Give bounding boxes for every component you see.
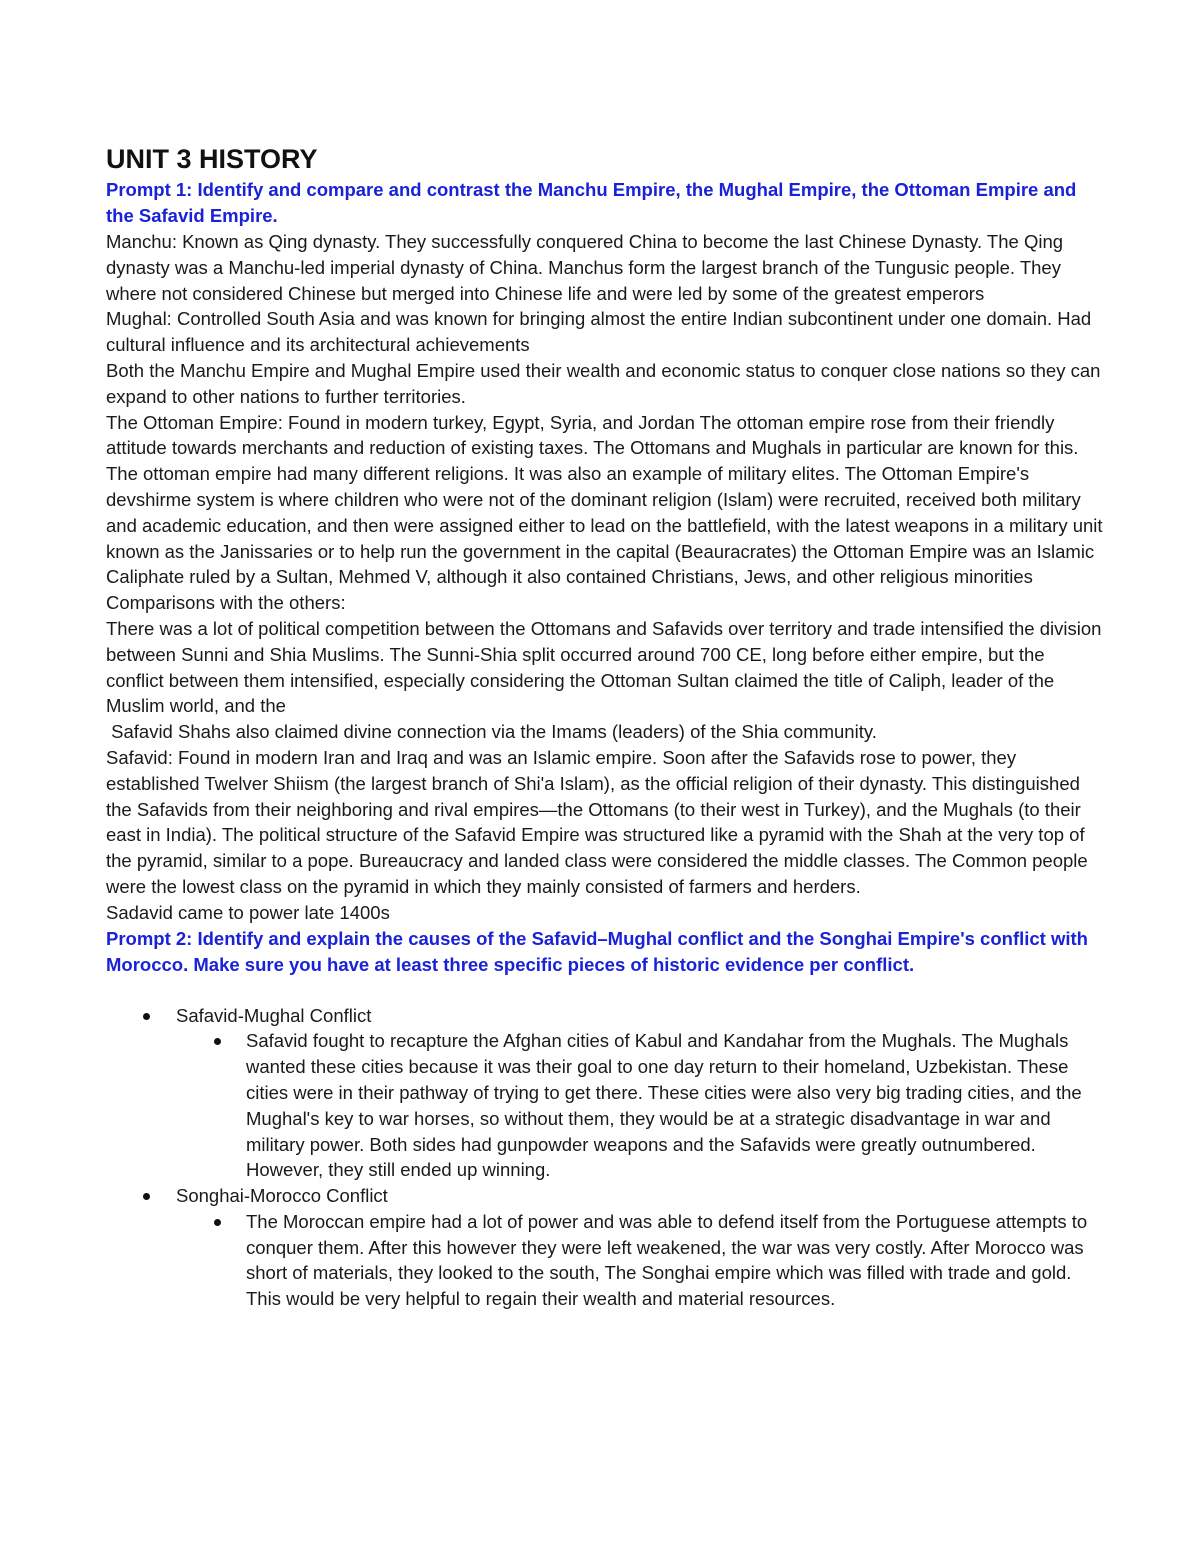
safavid-shahs-paragraph: Safavid Shahs also claimed divine connection via the Imams (leaders) of the Shia community. [106, 721, 877, 743]
bullet-icon [143, 1193, 150, 1200]
sub-list-item-text: Safavid fought to recapture the Afghan cities of Kabul and Kandahar from the Mughals. The Mughals wanted these cities because it was their goal to one day return to their homeland, Uzbekistan. These cities were in their pathway of trying to get there. These cities were also very big trading cities, and the Mughal's key to war horses, so without them, they would be at a strategic disadvantage in war and military power. Both sides had gunpowder weapons and the Safavids were greatly outnumbered. However, they still ended up winning. [246, 1030, 1082, 1181]
bullet-icon [143, 1013, 150, 1020]
list-item-label: Songhai-Morocco Conflict [176, 1185, 388, 1207]
sub-list-item [176, 1209, 1106, 1312]
list-item [106, 1003, 1106, 1184]
sub-list-item [176, 1028, 1106, 1183]
list-item-label: Safavid-Mughal Conflict [176, 1004, 372, 1026]
prompt-2-heading: Prompt 2: Identify and explain the causes of the Safavid–Mughal conflict and the Songhai Empire's conflict with Morocco. Make sure you have at least three specific pieces of historic evidence per conflict. [106, 927, 1088, 975]
comparisons-paragraph: There was a lot of political competition between the Ottomans and Safavids over territory and trade intensified the division between Sunni and Shia Muslims. The Sunni-Shia split occurred around 700 CE, long before either empire, but the conflict between them intensified, especially considering the Ottoman Sultan claimed the title of Caliph, leader of the Muslim world, and the [106, 617, 1102, 717]
paragraph-spacer [106, 978, 1106, 1003]
sub-list [176, 1209, 1106, 1312]
mughal-paragraph: Mughal: Controlled South Asia and was known for bringing almost the entire Indian subcontinent under one domain. Had cultural influence and its architectural achievements [106, 308, 1092, 356]
document-title: UNIT 3 HISTORY [106, 144, 318, 174]
sub-list [176, 1028, 1106, 1183]
bullet-icon [214, 1219, 221, 1226]
safavid-paragraph: Safavid: Found in modern Iran and Iraq and was an Islamic empire. Soon after the Safavids rose to power, they established Twelver Shiism (the largest branch of Shi'a Islam), as the official religion of their dynasty. This distinguished the Safavids from their neighboring and rival empires—the Ottomans (to their west in Turkey), and the Mughals (to their east in India). The political structure of the Safavid Empire was structured like a pyramid with the Shah at the very top of the pyramid, similar to a pope. Bureaucracy and landed class were considered the middle classes. The Common people were the lowest class on the pyramid in which they mainly consisted of farmers and herders. [106, 746, 1088, 897]
document-page [106, 143, 1106, 1312]
manchu-paragraph: Manchu: Known as Qing dynasty. They successfully conquered China to become the last Chinese Dynasty. The Qing dynasty was a Manchu-led imperial dynasty of China. Manchus form the largest branch of the Tungusic people. They where not considered Chinese but merged into Chinese life and were led by some of the greatest emperors [106, 231, 1064, 304]
list-item [106, 1183, 1106, 1312]
comparisons-heading: Comparisons with the others: [106, 592, 346, 614]
bullet-icon [214, 1038, 221, 1045]
prompt-1-heading: Prompt 1: Identify and compare and contrast the Manchu Empire, the Mughal Empire, the Ottoman Empire and the Safavid Empire. [106, 179, 1077, 226]
sub-list-item-text: The Moroccan empire had a lot of power and was able to defend itself from the Portuguese attempts to conquer them. After this however they were left weakened, the war was very costly. After Morocco was short of materials, they looked to the south, The Songhai empire which was filled with trade and gold. This would be very helpful to regain their wealth and material resources. [246, 1210, 1088, 1310]
safavid-date-paragraph: Sadavid came to power late 1400s [106, 901, 390, 923]
manchu-mughal-comparison-paragraph: Both the Manchu Empire and Mughal Empire used their wealth and economic status to conquer close nations so they can expand to other nations to further territories. [106, 359, 1101, 407]
ottoman-paragraph: The Ottoman Empire: Found in modern turkey, Egypt, Syria, and Jordan The ottoman empire rose from their friendly attitude towards merchants and reduction of existing taxes. The Ottomans and Mughals in particular are known for this. The ottoman empire had many different religions. It was also an example of military elites. The Ottoman Empire's devshirme system is where children who were not of the dominant religion (Islam) were recruited, received both military and academic education, and then were assigned either to lead on the battlefield, with the latest weapons in a military unit known as the Janissaries or to help run the government in the capital (Beauracrates) the Ottoman Empire was an Islamic Caliphate ruled by a Sultan, Mehmed V, although it also contained Christians, Jews, and other religious minorities [106, 411, 1103, 588]
conflict-list [106, 1003, 1106, 1313]
